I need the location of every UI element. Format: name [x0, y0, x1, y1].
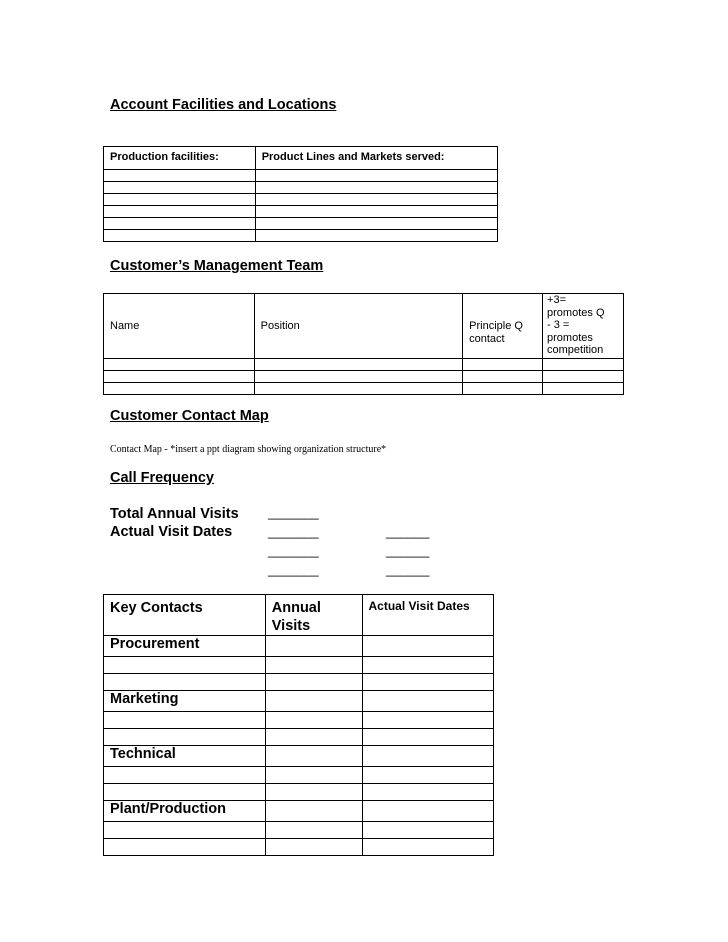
table-cell[interactable] — [265, 636, 362, 657]
table-row — [104, 784, 494, 801]
table-header-row — [104, 147, 498, 170]
table-cell[interactable] — [104, 230, 256, 242]
table-cell[interactable] — [104, 784, 266, 801]
header-promotes — [543, 294, 624, 359]
table-header-row — [104, 595, 494, 636]
header-line: competition — [547, 344, 604, 356]
table-cell[interactable] — [362, 801, 493, 822]
actual-visit-dates-label: Actual Visit Dates — [110, 524, 233, 540]
header-key-contacts: Key Contacts — [104, 595, 266, 636]
table-row — [104, 359, 624, 371]
table-cell[interactable] — [362, 691, 493, 712]
table-cell[interactable] — [265, 801, 362, 822]
section-label: Technical — [104, 746, 266, 767]
section-row-marketing — [104, 691, 494, 712]
table-cell[interactable] — [265, 712, 362, 729]
header-position: Position — [254, 294, 463, 359]
table-cell[interactable] — [255, 230, 497, 242]
table-row — [104, 194, 498, 206]
table-cell[interactable] — [362, 822, 493, 839]
table-cell[interactable] — [265, 784, 362, 801]
table-cell[interactable] — [255, 170, 497, 182]
table-cell[interactable] — [255, 218, 497, 230]
table-cell[interactable] — [104, 767, 266, 784]
table-cell[interactable] — [463, 359, 543, 371]
table-row — [104, 206, 498, 218]
table-row — [104, 839, 494, 856]
table-cell[interactable] — [362, 839, 493, 856]
table-cell[interactable] — [255, 206, 497, 218]
header-line: +3= — [547, 294, 566, 306]
table-cell[interactable] — [104, 359, 255, 371]
total-visits-blank[interactable]: _______ — [268, 505, 319, 520]
table-cell[interactable] — [104, 729, 266, 746]
table-cell[interactable] — [255, 194, 497, 206]
table-cell[interactable] — [362, 729, 493, 746]
management-team-table — [103, 293, 624, 395]
table-cell[interactable] — [104, 712, 266, 729]
header-line: promotes Q — [547, 306, 605, 319]
table-cell[interactable] — [104, 206, 256, 218]
table-cell[interactable] — [104, 182, 256, 194]
table-cell[interactable] — [104, 657, 266, 674]
table-cell[interactable] — [265, 657, 362, 674]
table-cell[interactable] — [543, 371, 624, 383]
section-label: Procurement — [104, 636, 266, 657]
table-cell[interactable] — [362, 674, 493, 691]
table-cell[interactable] — [362, 657, 493, 674]
table-cell[interactable] — [265, 746, 362, 767]
section-row-procurement — [104, 636, 494, 657]
header-principle-q-contact — [463, 294, 543, 359]
table-cell[interactable] — [254, 383, 463, 395]
visit-date-blank[interactable]: ______ — [386, 543, 430, 558]
table-cell[interactable] — [543, 383, 624, 395]
table-cell[interactable] — [362, 636, 493, 657]
section-row-plant-production — [104, 801, 494, 822]
heading-management-team: Customer’s Management Team — [110, 258, 324, 274]
table-cell[interactable] — [254, 371, 463, 383]
table-row — [104, 230, 498, 242]
table-cell[interactable] — [362, 746, 493, 767]
section-label: Marketing — [104, 691, 266, 712]
table-cell[interactable] — [104, 674, 266, 691]
facilities-table — [103, 146, 498, 242]
header-line: Annual — [271, 600, 321, 616]
contact-map-note: Contact Map - *insert a ppt diagram showing organization structure* — [110, 444, 387, 455]
table-row — [104, 729, 494, 746]
header-product-lines: Product Lines and Markets served: — [255, 147, 497, 170]
visit-date-blank[interactable]: ______ — [386, 562, 430, 577]
header-line: Visits — [271, 618, 311, 634]
table-cell[interactable] — [254, 359, 463, 371]
table-row — [104, 767, 494, 784]
table-cell[interactable] — [104, 822, 266, 839]
header-line: contact — [469, 333, 505, 345]
table-cell[interactable] — [265, 839, 362, 856]
visit-date-blank[interactable]: _______ — [268, 524, 319, 539]
table-row — [104, 182, 498, 194]
table-cell[interactable] — [265, 767, 362, 784]
visit-date-blank[interactable]: _______ — [268, 562, 319, 577]
visit-date-blank[interactable]: _______ — [268, 543, 319, 558]
header-line: promotes — [547, 331, 593, 344]
table-header-row — [104, 294, 624, 359]
table-row — [104, 674, 494, 691]
table-cell[interactable] — [104, 170, 256, 182]
table-row — [104, 383, 624, 395]
table-cell[interactable] — [265, 729, 362, 746]
heading-contact-map: Customer Contact Map — [110, 408, 269, 424]
total-annual-visits-label: Total Annual Visits — [110, 506, 239, 522]
table-row — [104, 822, 494, 839]
header-production-facilities: Production facilities: — [104, 147, 256, 170]
table-cell[interactable] — [255, 182, 497, 194]
table-row — [104, 170, 498, 182]
section-label: Plant/Production — [104, 801, 266, 822]
visit-date-blank[interactable]: ______ — [386, 524, 430, 539]
table-cell[interactable] — [265, 674, 362, 691]
table-cell[interactable] — [265, 691, 362, 712]
key-contacts-table — [103, 594, 494, 856]
heading-call-frequency: Call Frequency — [110, 470, 214, 486]
header-line: - 3 = — [547, 319, 570, 331]
table-cell[interactable] — [104, 371, 255, 383]
section-row-technical — [104, 746, 494, 767]
table-row — [104, 371, 624, 383]
table-cell[interactable] — [104, 218, 256, 230]
table-cell[interactable] — [104, 839, 266, 856]
table-row — [104, 657, 494, 674]
table-cell[interactable] — [104, 383, 255, 395]
table-cell[interactable] — [265, 822, 362, 839]
header-line: Principle Q — [469, 320, 523, 332]
table-cell[interactable] — [463, 371, 543, 383]
table-cell[interactable] — [362, 784, 493, 801]
table-cell[interactable] — [104, 194, 256, 206]
header-annual-visits — [265, 595, 362, 636]
table-row — [104, 712, 494, 729]
table-cell[interactable] — [463, 383, 543, 395]
table-cell[interactable] — [362, 767, 493, 784]
heading-account-facilities: Account Facilities and Locations — [110, 97, 337, 113]
header-actual-visit-dates: Actual Visit Dates — [362, 595, 493, 636]
table-cell[interactable] — [362, 712, 493, 729]
table-cell[interactable] — [543, 359, 624, 371]
header-name: Name — [104, 294, 255, 359]
table-row — [104, 218, 498, 230]
